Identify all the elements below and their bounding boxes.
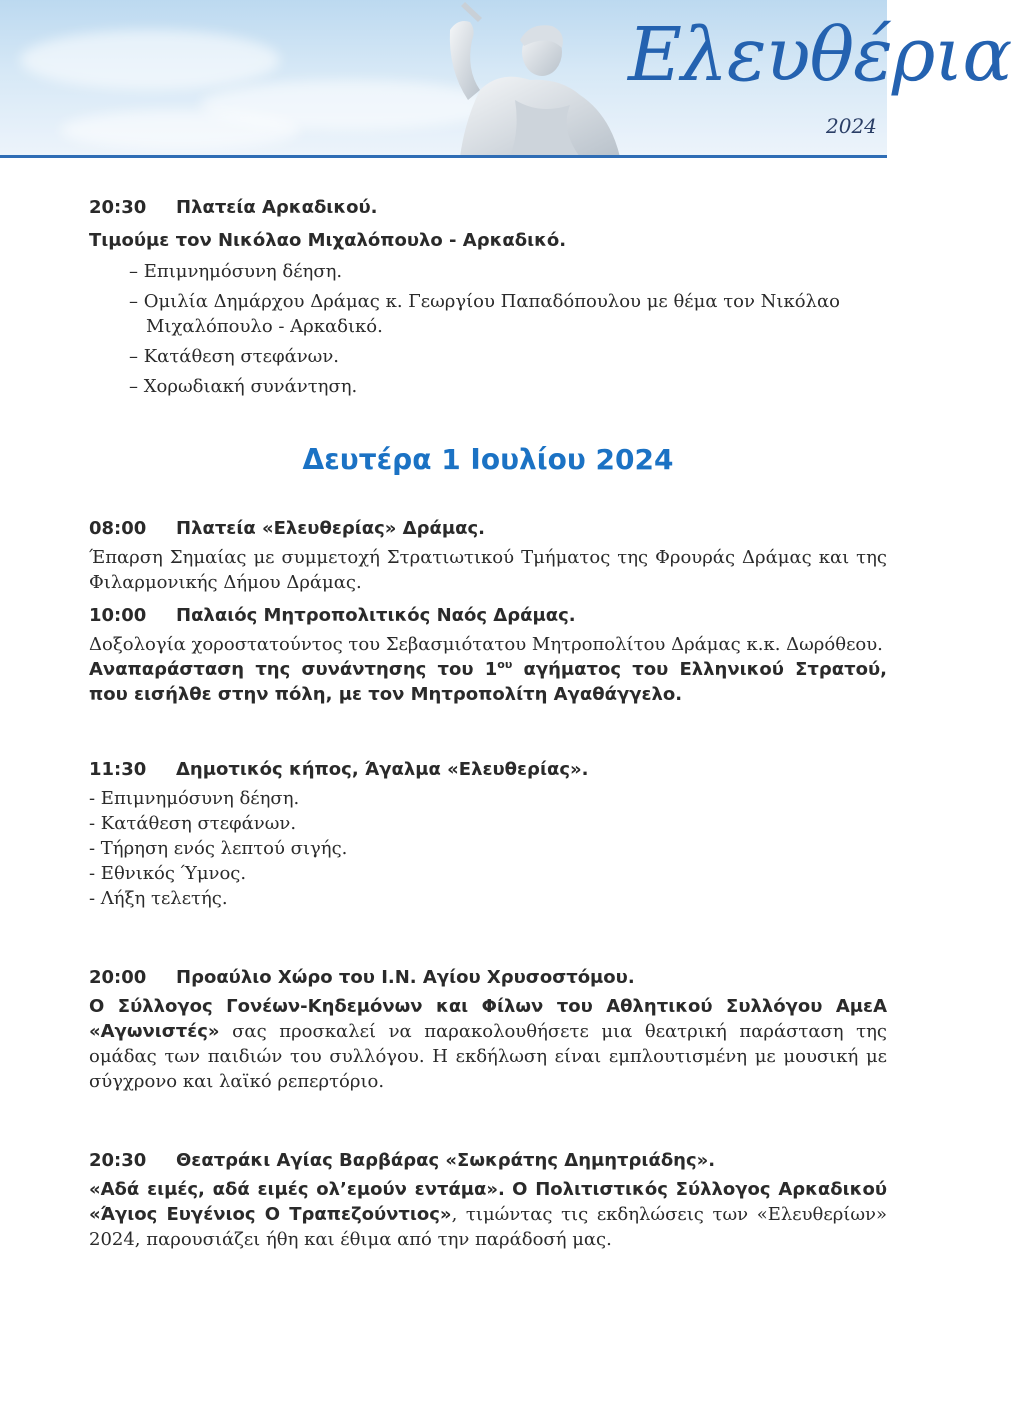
- event-time: 20:30: [89, 1150, 147, 1171]
- event-heading: [89, 605, 887, 626]
- event-heading: [89, 518, 887, 539]
- program-content: [89, 197, 887, 1252]
- bold-text-part: Ο Πολιτιστικός Σύλλογος Αρκαδικού «Άγιος Ευγένιος Ο Τραπεζούντιος»: [89, 1179, 887, 1225]
- event-time: 08:00: [89, 518, 147, 539]
- list-item: - Τήρηση ενός λεπτού σιγής.: [89, 838, 348, 859]
- list-item: – Επιμνημόσυνη δέηση.: [129, 261, 343, 282]
- text-part: σας προσκαλεί να παρακολουθήσετε μια θεατρική παράσταση της ομάδας των παιδιών του συλλόγου. Η εκδήλωση είναι εμπλουτισμένη με μουσική με σύγχρονο και λαϊκό ρεπερτόριο.: [89, 1021, 887, 1092]
- event-description-bold: [89, 657, 887, 707]
- event-time: 20:00: [89, 967, 147, 988]
- logo-wordmark: Ελευθέρια: [628, 12, 1011, 98]
- event-description: [89, 994, 887, 1094]
- bold-text-part: «Αδά ειμές, αδά ειμές ολ’εμούν εντάμα».: [89, 1179, 505, 1200]
- event-place: Θεατράκι Αγίας Βαρβάρας «Σωκράτης Δημητριάδης».: [176, 1150, 716, 1171]
- event-description: Δοξολογία χοροστατούντος του Σεβασμιότατου Μητροπολίτου Δράμας κ.κ. Δωρόθεου.: [89, 634, 883, 655]
- bold-text-part: Ο Σύλλογος Γονέων-Κηδεμόνων και Φίλων του Αθλητικού Συλλόγου ΑμεΑ «Αγωνιστές»: [89, 996, 887, 1042]
- event-time: 10:00: [89, 605, 147, 626]
- event-heading: [89, 1150, 887, 1171]
- event-intro: Τιμούμε τον Νικόλαο Μιχαλόπουλο - Αρκαδικό.: [89, 230, 567, 251]
- event-time: 20:30: [89, 197, 147, 218]
- event-heading: [89, 197, 887, 218]
- event-place: Προαύλιο Χώρο του Ι.Ν. Αγίου Χρυσοστόμου.: [176, 967, 635, 988]
- cloud-decoration: [60, 110, 300, 150]
- cloud-decoration: [20, 30, 280, 90]
- list-item: – Χορωδιακή συνάντηση.: [129, 376, 358, 397]
- logo-year: 2024: [826, 114, 877, 138]
- event-activity-list: [89, 786, 887, 911]
- event-place: Παλαιός Μητροπολιτικός Ναός Δράμας.: [176, 605, 576, 626]
- list-item: - Εθνικός Ύμνος.: [89, 863, 247, 884]
- header-banner: [0, 0, 1011, 157]
- event-place: Πλατεία «Ελευθερίας» Δράμας.: [176, 518, 485, 539]
- event-heading: [89, 967, 887, 988]
- list-item: – Κατάθεση στεφάνων.: [129, 346, 340, 367]
- bold-text-part: Αναπαράσταση της συνάντησης του 1: [89, 659, 498, 680]
- list-item: - Λήξη τελετής.: [89, 888, 228, 909]
- list-item: - Κατάθεση στεφάνων.: [89, 813, 297, 834]
- day-title: Δευτέρα 1 Ιουλίου 2024: [302, 443, 674, 476]
- bold-text-part: αγήματος του Ελληνικού Στρατού, που εισήλθε στην πόλη, με τον Μητροπολίτη Αγαθάγγελο.: [89, 659, 887, 705]
- event-time: 11:30: [89, 759, 147, 780]
- event-description: [89, 1177, 887, 1252]
- text-part: , τιμώντας τις εκδηλώσεις των «Ελευθερίων» 2024, παρουσιάζει ήθη και έθιμα από την παράδοσή μας.: [89, 1204, 887, 1250]
- liberty-statue-image: [420, 0, 650, 157]
- header-divider: [0, 155, 887, 158]
- ordinal-superscript: ου: [497, 658, 513, 671]
- list-item: - Επιμνημόσυνη δέηση.: [89, 788, 300, 809]
- list-item: – Ομιλία Δημάρχου Δράμας κ. Γεωργίου Παπαδόπουλου με θέμα τον Νικόλαο Μιχαλόπουλο - Αρκαδικό.: [129, 291, 840, 337]
- event-activity-list: [129, 259, 887, 399]
- event-place: Δημοτικός κήπος, Άγαλμα «Ελευθερίας».: [176, 759, 589, 780]
- event-place: Πλατεία Αρκαδικού.: [176, 197, 378, 218]
- event-heading: [89, 759, 887, 780]
- event-description: Έπαρση Σημαίας με συμμετοχή Στρατιωτικού Τμήματος της Φρουράς Δράμας και της Φιλαρμονικής Δήμου Δράμας.: [89, 547, 887, 593]
